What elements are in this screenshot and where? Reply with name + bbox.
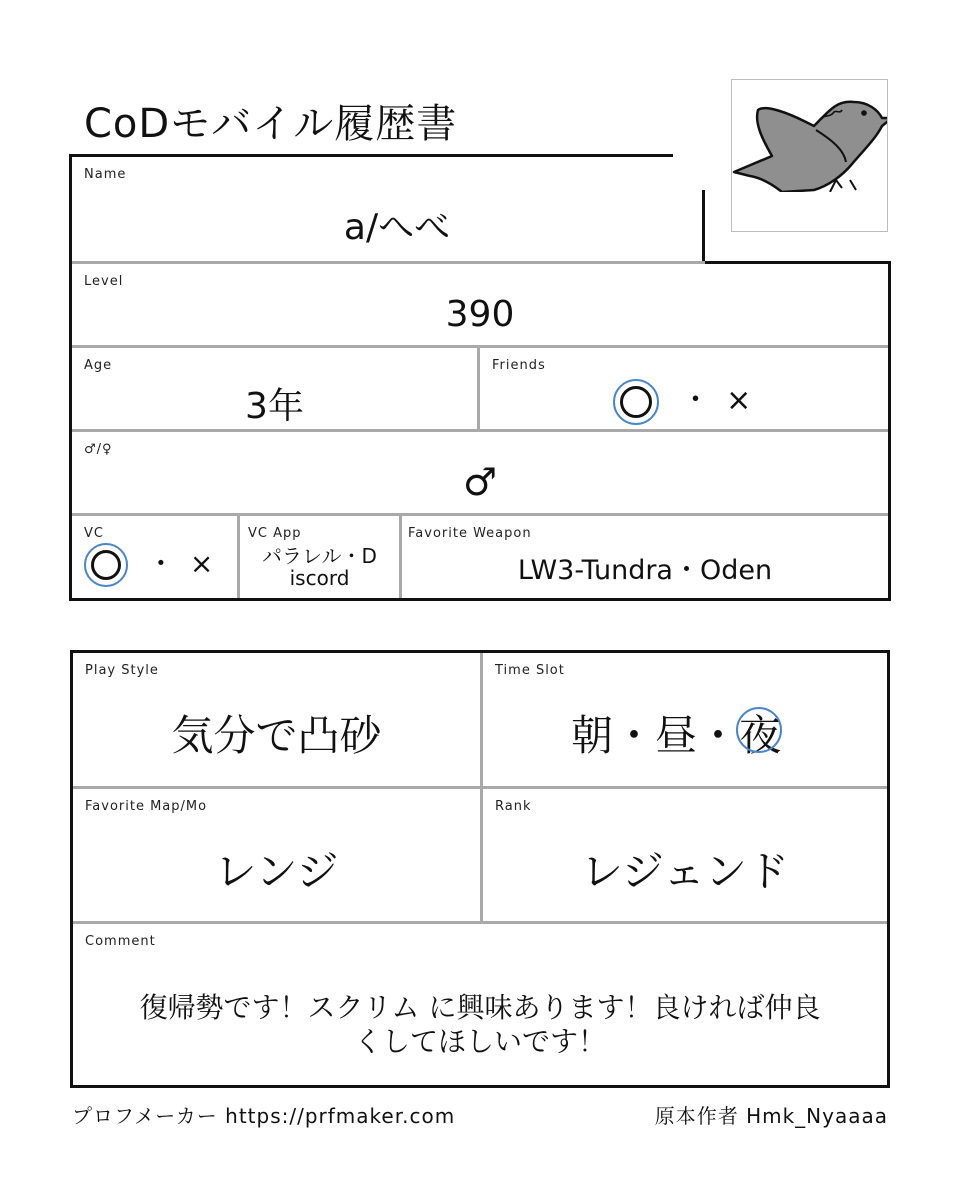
age-field [72, 348, 477, 429]
name-value: a/へべ [343, 207, 451, 248]
friends-field [480, 348, 888, 429]
favorite-weapon-value: LW3-Tundra・Oden [517, 555, 773, 586]
favorite-weapon-label: Favorite Weapon [408, 526, 532, 541]
age-value: 3年 [245, 386, 304, 427]
time-slot-label: Time Slot [495, 663, 565, 678]
page-title: CoDモバイル履歴書 [84, 101, 458, 147]
profile-form-upper [69, 154, 891, 601]
gender-field [72, 432, 888, 513]
vc-app-label: VC App [248, 526, 302, 541]
name-field [72, 157, 702, 261]
vc-separator: ・ [146, 547, 175, 580]
vc-field [72, 516, 237, 598]
footer-maker-link[interactable]: プロフメーカー https://prfmaker.com [72, 1104, 456, 1128]
vc-app-value-line2: iscord [289, 566, 350, 590]
time-slot-noon[interactable]: 昼 [655, 711, 698, 760]
time-slot-field [483, 653, 887, 786]
profile-form-lower [70, 650, 890, 1088]
vc-option-yes-selected[interactable] [84, 543, 128, 587]
footer-author: 原本作者 Hmk_Nyaaaa [654, 1104, 888, 1128]
favorite-map-value: レンジ [214, 847, 339, 896]
vc-app-value-line1: パラレル・D [262, 544, 377, 568]
comment-line2: くしてほしいです！ [353, 1025, 606, 1058]
level-label: Level [84, 274, 124, 289]
level-field [72, 264, 888, 345]
time-slot-night-selected[interactable]: 夜 [739, 703, 781, 763]
time-slot-separator: ・ [613, 711, 656, 760]
time-slot-separator: ・ [697, 711, 740, 760]
rank-field [483, 789, 887, 921]
rank-label: Rank [495, 799, 532, 814]
gender-value: ♂ [462, 460, 498, 504]
favorite-map-field [73, 789, 480, 921]
play-style-label: Play Style [85, 663, 159, 678]
vc-label: VC [84, 526, 104, 541]
name-label: Name [84, 167, 127, 182]
vc-app-field [240, 516, 399, 598]
favorite-weapon-field [402, 516, 888, 598]
age-label: Age [84, 358, 113, 373]
time-slot-morning[interactable]: 朝 [571, 711, 614, 760]
comment-line1: 復帰勢です！スクリム に興味あります！良ければ仲良 [139, 991, 821, 1024]
friends-option-no[interactable]: × [726, 383, 752, 418]
favorite-map-label: Favorite Map/Mo [85, 799, 208, 814]
play-style-value: 気分で凸砂 [171, 711, 382, 760]
comment-field [73, 924, 887, 1085]
friends-option-yes-selected[interactable] [613, 379, 659, 425]
level-value: 390 [445, 294, 515, 335]
rank-value: レジェンド [580, 847, 790, 896]
play-style-field [73, 653, 480, 786]
friends-label: Friends [492, 358, 546, 373]
comment-label: Comment [85, 934, 156, 949]
friends-separator: ・ [680, 383, 711, 418]
gender-label: ♂/♀ [84, 442, 113, 457]
vc-option-no[interactable]: × [189, 547, 214, 580]
